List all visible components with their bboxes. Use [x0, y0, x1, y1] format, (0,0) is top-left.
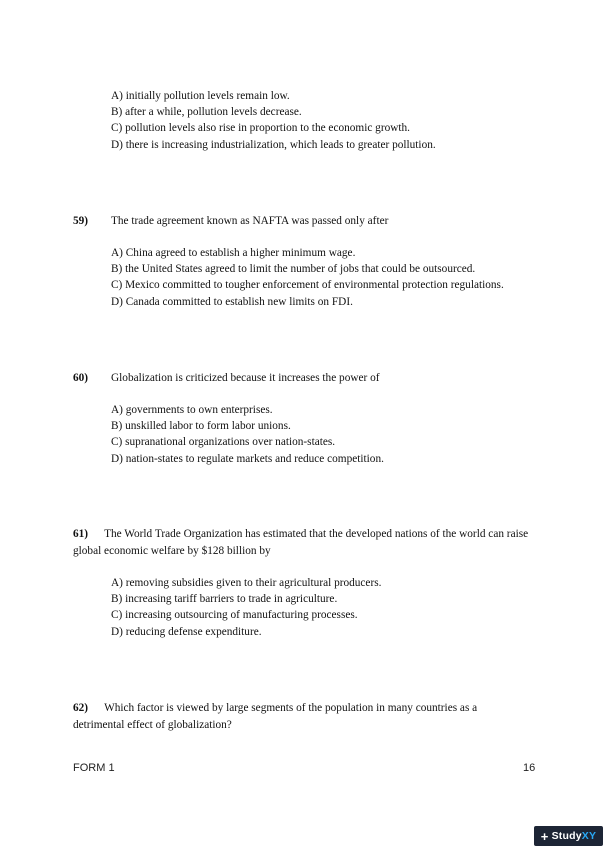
- option-d: D) Canada committed to establish new limits on FDI.: [111, 295, 353, 308]
- question-60-options: [111, 402, 384, 467]
- question-59-options: [111, 245, 504, 310]
- option-d: D) nation-states to regulate markets and reduce competition.: [111, 452, 384, 465]
- option-a: A) removing subsidies given to their agricultural producers.: [111, 577, 382, 589]
- question-62-number: 62): [73, 702, 89, 714]
- question-62-stem: Which factor is viewed by large segments of the population in many countries as a detrimental effect of globalization?: [73, 702, 478, 731]
- option-a: A) China agreed to establish a higher minimum wage.: [111, 247, 356, 259]
- option-a: A) initially pollution levels remain low.: [111, 90, 290, 102]
- prev-question-options: [111, 88, 436, 153]
- badge-xy-text: XY: [581, 830, 597, 842]
- plus-icon: +: [540, 828, 549, 844]
- option-b: B) the United States agreed to limit the number of jobs that could be outsourced.: [111, 263, 476, 276]
- footer-page-number: 16: [523, 762, 536, 774]
- option-d: D) there is increasing industrialization, which leads to greater pollution.: [111, 138, 436, 151]
- question-60-stem: Globalization is criticized because it increases the power of: [111, 372, 380, 384]
- option-c: C) Mexico committed to tougher enforcement of environmental protection regulations.: [111, 279, 504, 292]
- footer-form-label: FORM 1: [73, 762, 115, 774]
- option-d: D) reducing defense expenditure.: [111, 625, 262, 638]
- option-a: A) governments to own enterprises.: [111, 404, 273, 416]
- option-b: B) unskilled labor to form labor unions.: [111, 420, 291, 433]
- option-c: C) pollution levels also rise in proportion to the economic growth.: [111, 122, 411, 135]
- option-b: B) after a while, pollution levels decrease.: [111, 106, 302, 119]
- question-61-stem: The World Trade Organization has estimated that the developed nations of the world can raise global economic welfare by $128 billion by: [73, 528, 529, 557]
- studyxy-badge[interactable]: [534, 826, 603, 846]
- question-62-stem-block: [73, 700, 528, 733]
- option-b: B) increasing tariff barriers to trade in agriculture.: [111, 593, 338, 606]
- question-59-number: 59): [73, 215, 89, 227]
- badge-study-text: Study: [551, 830, 582, 842]
- question-59-stem: The trade agreement known as NAFTA was passed only after: [111, 215, 389, 227]
- question-61-options: [111, 575, 381, 640]
- question-61-stem-block: [73, 526, 551, 559]
- option-c: C) supranational organizations over nation-states.: [111, 436, 336, 449]
- question-60-number: 60): [73, 372, 89, 384]
- question-61-number: 61): [73, 528, 89, 540]
- option-c: C) increasing outsourcing of manufacturing processes.: [111, 609, 358, 622]
